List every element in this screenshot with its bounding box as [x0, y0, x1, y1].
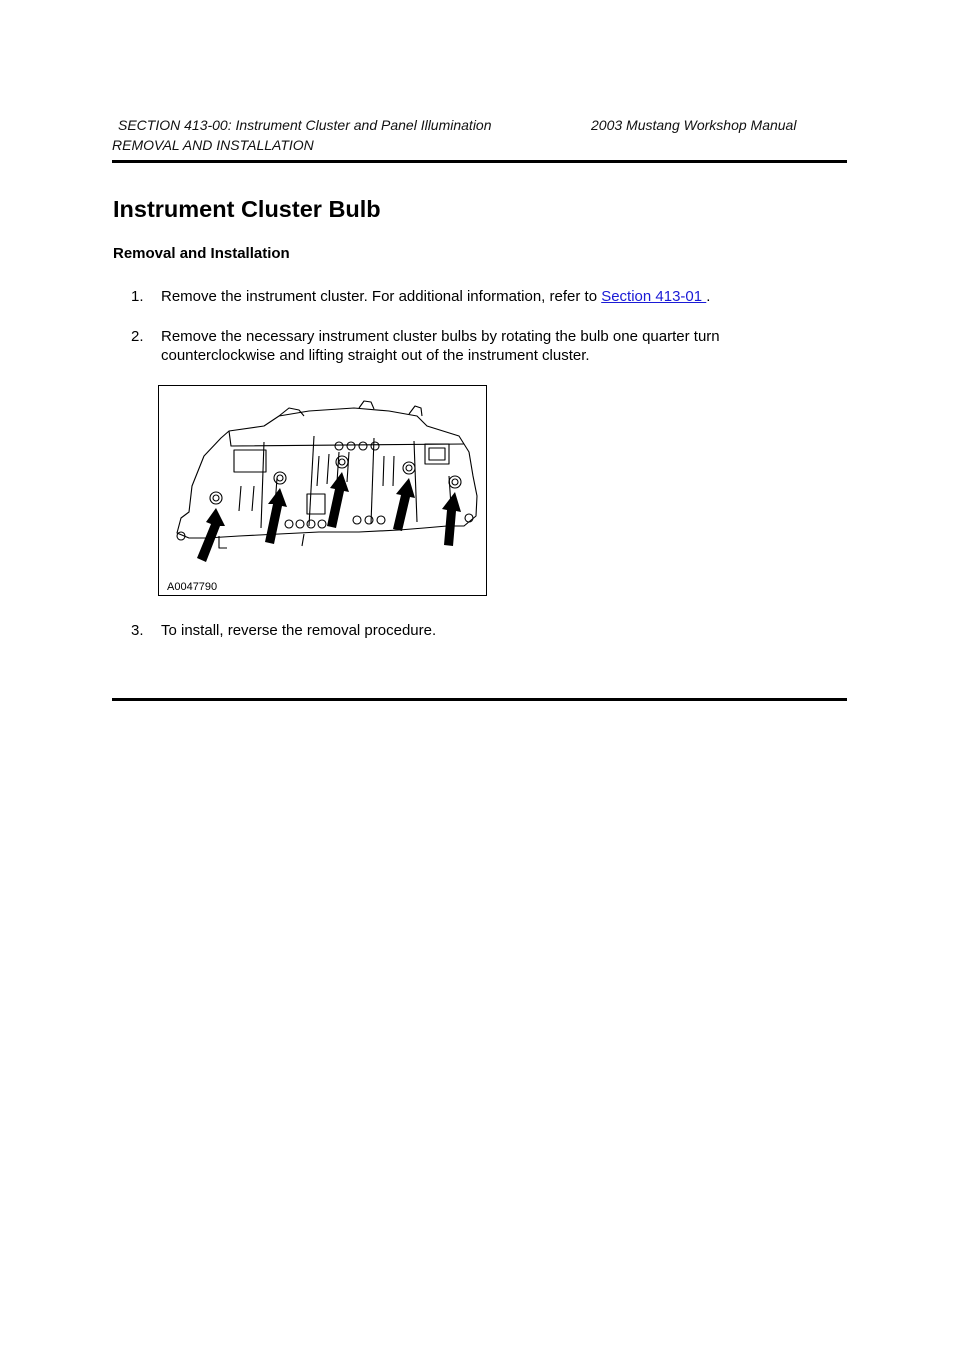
figure-label: A0047790	[167, 581, 218, 593]
footer-divider	[112, 698, 847, 701]
step-number: 2.	[131, 328, 144, 345]
step-text: Remove the instrument cluster. For additional information, refer to Section 413-01 .	[161, 288, 711, 305]
header-divider	[112, 160, 847, 163]
instrument-cluster-figure	[158, 385, 487, 596]
section-413-01-link[interactable]: Section 413-01	[601, 288, 707, 305]
header-manual-title: 2003 Mustang Workshop Manual	[591, 117, 797, 133]
step-text: Remove the necessary instrument cluster bulbs by rotating the bulb one quarter turn counterclockwise and lifting straight out of the instrument cluster.	[161, 328, 720, 364]
arrow-icons	[197, 472, 461, 562]
instrument-cluster-illustration	[159, 386, 486, 595]
header-section-title: SECTION 413-00: Instrument Cluster and Panel Illumination	[118, 117, 492, 133]
page-title: Instrument Cluster Bulb	[113, 196, 381, 222]
step-number: 3.	[131, 622, 144, 639]
section-subtitle: Removal and Installation	[113, 245, 290, 262]
step-number: 1.	[131, 288, 144, 305]
step-text: To install, reverse the removal procedure.	[161, 622, 437, 639]
header-subheading: REMOVAL AND INSTALLATION	[112, 137, 314, 153]
